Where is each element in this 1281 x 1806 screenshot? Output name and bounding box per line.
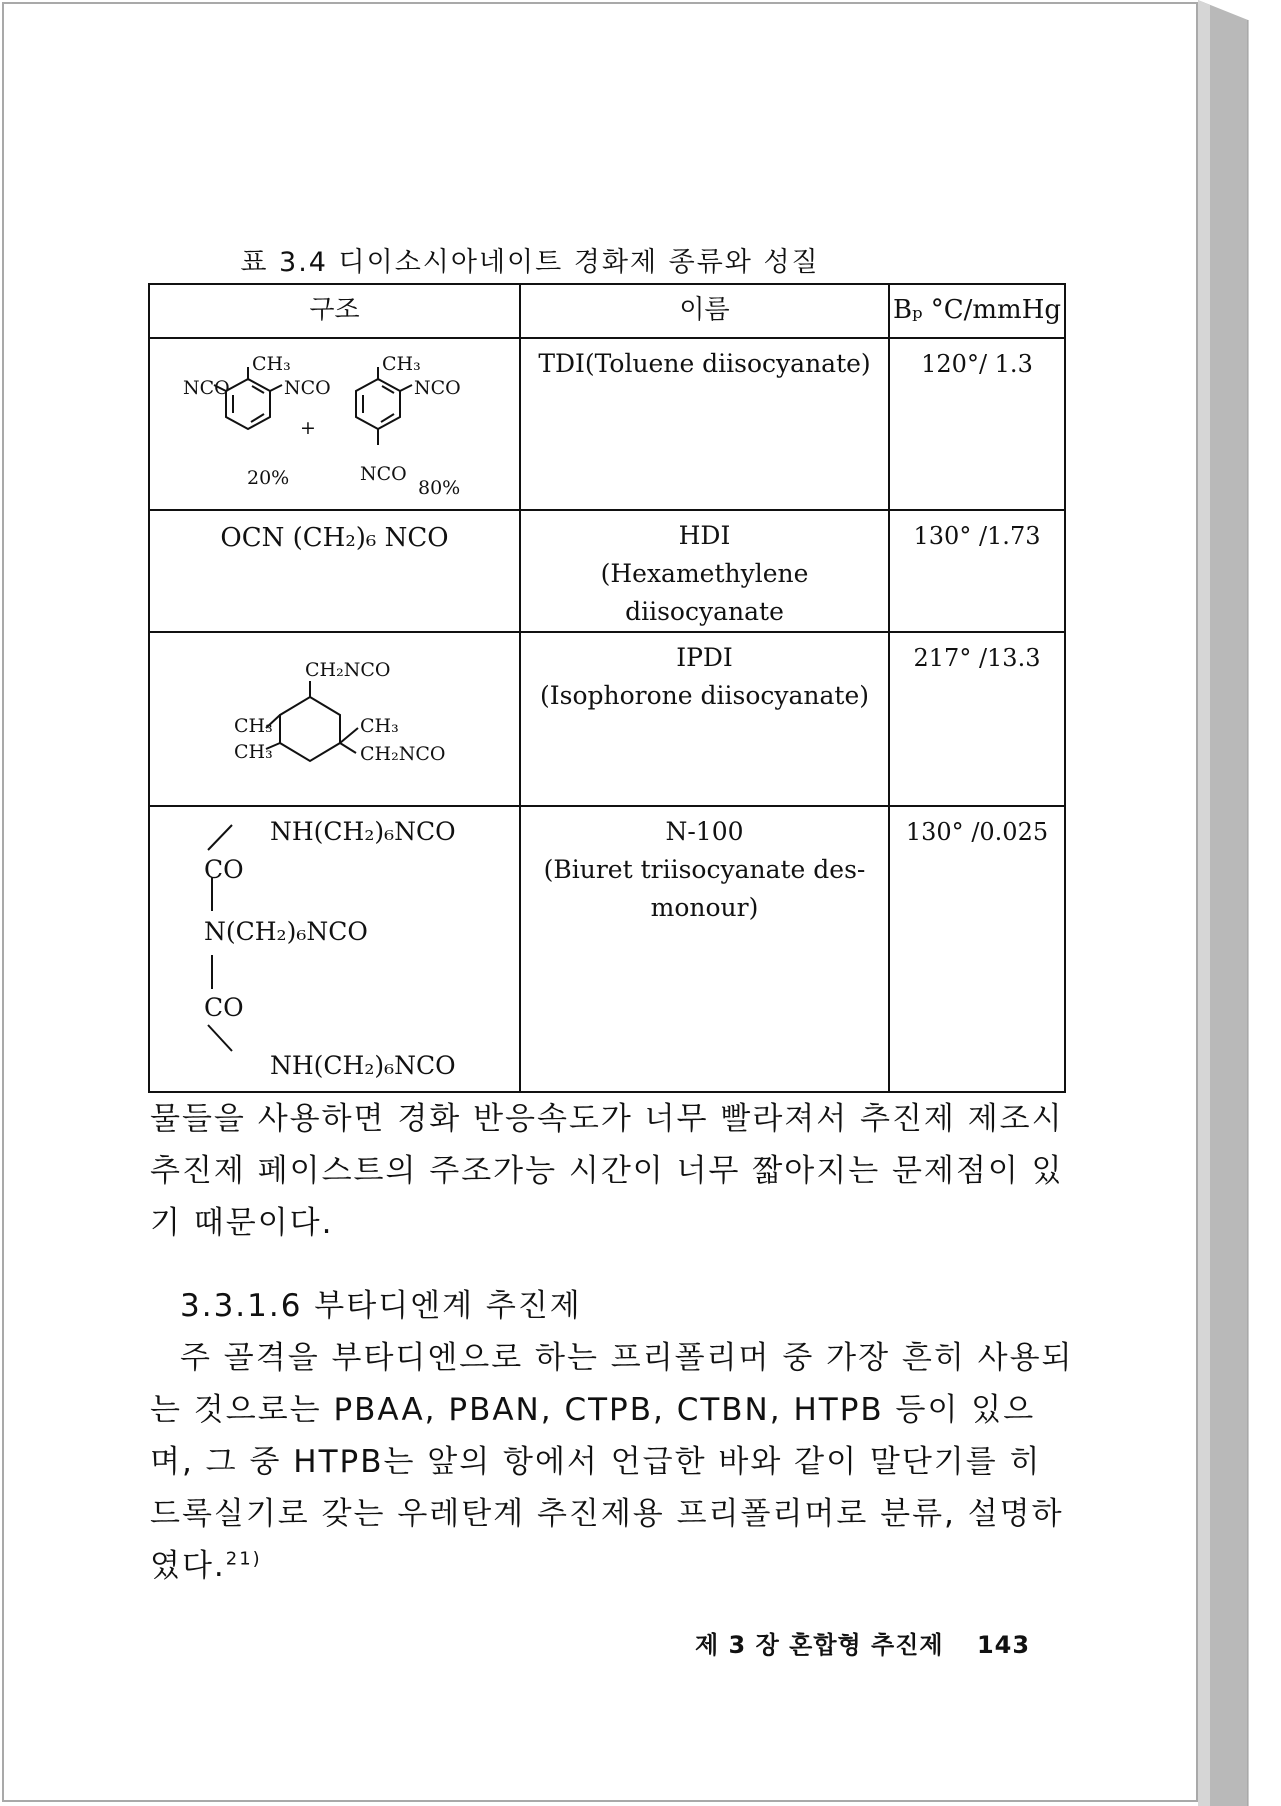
ch2nco-label: CH₂NCO bbox=[360, 743, 446, 765]
plus-sign: + bbox=[300, 417, 316, 439]
paragraph-line: 주 골격을 부타디엔으로 하는 프리폴리머 중 가장 흔히 사용되 bbox=[180, 1340, 1074, 1376]
footnote-ref: 21) bbox=[225, 1548, 262, 1570]
ch3-label: CH₃ bbox=[234, 715, 273, 737]
header-name: 이름 bbox=[520, 284, 889, 338]
compound-name: N-100 bbox=[665, 817, 744, 846]
biuret-line: CO bbox=[204, 855, 244, 884]
structure-cell bbox=[149, 338, 520, 510]
ch3-label: CH₃ bbox=[382, 353, 421, 375]
name-cell bbox=[520, 806, 889, 1092]
nco-label: NCO bbox=[414, 377, 461, 399]
table-row bbox=[149, 510, 1065, 632]
chapter-title: 제 3 장 혼합형 추진제 bbox=[695, 1631, 944, 1659]
paragraph-text: 였다. bbox=[150, 1548, 226, 1584]
paragraph-line: 드록실기로 갖는 우레탄계 추진제용 프리폴리머로 분류, 설명하 bbox=[150, 1496, 1064, 1532]
tdi-structure-diagram bbox=[150, 339, 515, 509]
table-header-row bbox=[149, 284, 1065, 338]
nco-label: NCO bbox=[284, 377, 331, 399]
compound-name: HDI bbox=[678, 521, 731, 550]
cyclohexane-ring bbox=[280, 697, 340, 761]
paragraph-line: 는 것으로는 PBAA, PBAN, CTPB, CTBN, HTPB 등이 있으 bbox=[150, 1392, 1036, 1428]
bp-cell: 130° /1.73 bbox=[889, 510, 1065, 632]
biuret-line: NH(CH₂)₆NCO bbox=[270, 1051, 456, 1080]
table-row bbox=[149, 338, 1065, 510]
compound-name: TDI(Toluene diisocyanate) bbox=[538, 349, 871, 378]
page-edge bbox=[1198, 0, 1281, 1806]
paragraph-line: 추진제 페이스트의 주조가능 시간이 너무 짧아지는 문제점이 있 bbox=[150, 1153, 1064, 1189]
biuret-line: CO bbox=[204, 993, 244, 1022]
ch3-label: CH₃ bbox=[360, 715, 399, 737]
compound-fullname: monour) bbox=[650, 893, 759, 922]
bp-cell: 130° /0.025 bbox=[889, 806, 1065, 1092]
compound-fullname: (Biuret triisocyanate des- bbox=[543, 855, 866, 884]
table-row bbox=[149, 632, 1065, 806]
structure-cell bbox=[149, 632, 520, 806]
bp-cell: 217° /13.3 bbox=[889, 632, 1065, 806]
ch3-label: CH₃ bbox=[234, 741, 273, 763]
compound-name: IPDI bbox=[676, 643, 733, 672]
biuret-structure-diagram bbox=[150, 807, 515, 1091]
paragraph-line: 물들을 사용하면 경화 반응속도가 너무 빨라져서 추진제 제조시 bbox=[150, 1101, 1064, 1137]
percent-label: 20% bbox=[247, 467, 290, 489]
structure-cell bbox=[149, 806, 520, 1092]
percent-label: 80% bbox=[418, 477, 461, 499]
section-heading: 3.3.1.6 부타디엔계 추진제 bbox=[180, 1288, 582, 1324]
table-caption: 표 3.4 디이소시아네이트 경화제 종류와 성질 bbox=[240, 247, 820, 278]
formula-cell: OCN (CH₂)₆ NCO bbox=[149, 510, 520, 632]
page-number: 143 bbox=[976, 1631, 1031, 1659]
name-cell bbox=[520, 338, 889, 510]
diisocyanate-table bbox=[148, 283, 1066, 1093]
paragraph-line bbox=[150, 1540, 262, 1585]
header-structure: 구조 bbox=[149, 284, 520, 338]
nco-label: NCO bbox=[183, 377, 230, 399]
name-cell bbox=[520, 632, 889, 806]
ch2nco-label: CH₂NCO bbox=[305, 659, 391, 681]
paragraph-line: 며, 그 중 HTPB는 앞의 항에서 언급한 바와 같이 말단기를 히 bbox=[150, 1444, 1042, 1480]
header-bp: Bₚ °C/mmHg bbox=[889, 284, 1065, 338]
table-row bbox=[149, 806, 1065, 1092]
page-footer bbox=[695, 1625, 1030, 1660]
ch3-label: CH₃ bbox=[252, 353, 291, 375]
nco-label: NCO bbox=[360, 463, 407, 485]
biuret-line: N(CH₂)₆NCO bbox=[204, 917, 368, 946]
biuret-line: NH(CH₂)₆NCO bbox=[270, 817, 456, 846]
name-cell bbox=[520, 510, 889, 632]
paragraph-line: 기 때문이다. bbox=[150, 1205, 334, 1241]
compound-fullname: (Hexamethylene diisocyanate bbox=[600, 559, 809, 626]
compound-fullname: (Isophorone diisocyanate) bbox=[539, 681, 870, 710]
bp-cell: 120°/ 1.3 bbox=[889, 338, 1065, 510]
